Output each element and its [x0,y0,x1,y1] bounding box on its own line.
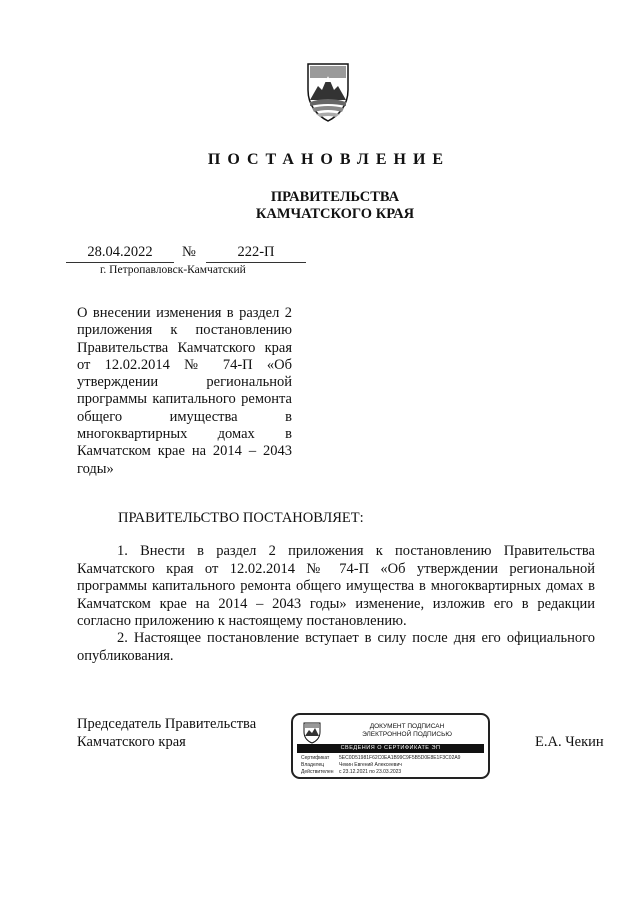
signatory-title-line-1: Председатель Правительства [77,716,257,732]
stamp-heading-1: ДОКУМЕНТ ПОДПИСАН [369,723,445,730]
stamp-validity-row [301,769,401,775]
stamp-owner-row [301,762,402,768]
stamp-owner-value: Чекин Евгений Алексеевич [339,762,402,768]
decree-paragraph-2: 2. Настоящее постановление вступает в силу после дня его официального опубликования. [77,630,595,664]
stamp-validity-label: Действителен [301,769,334,775]
issuer-line-2: КАМЧАТСКОГО КРАЯ [255,206,415,222]
stamp-emblem-icon [301,722,323,744]
stamp-certificate-bar: СВЕДЕНИЯ О СЕРТИФИКАТЕ ЭП [297,744,484,753]
date-underline [66,262,174,263]
document-date: 28.04.2022 [87,244,153,260]
number-underline [206,262,306,263]
document-subject: О внесении изменения в раздел 2 приложения к постановлению Правительства Камчатского края от 12.02.2014 № 74-П «Об утверждении региональной программы капитального ремонта общего имущества в многоквартирных домах в Камчатском крае на 2014 – 2043 годы» [77,305,292,477]
stamp-heading-2: ЭЛЕКТРОННОЙ ПОДПИСЬЮ [362,731,452,738]
signatory-name: Е.А. Чекин [535,734,604,750]
decree-intro: ПРАВИТЕЛЬСТВО ПОСТАНОВЛЯЕТ: [118,510,364,526]
document-type-title: ПОСТАНОВЛЕНИЕ [207,151,451,168]
number-sign: № [182,244,196,260]
stamp-owner-label: Владелец [301,762,325,768]
issue-city: г. Петропавловск-Камчатский [100,264,246,276]
stamp-certificate-label: Сертификат [301,755,330,761]
stamp-certificate-value: 5EC0D51981F62C0EA1B99C9F5B5D0E8E1F3C02A9 [339,755,461,761]
stamp-validity-value: с 23.12.2021 по 23.03.2023 [339,769,402,775]
document-number: 222-П [237,244,275,260]
stamp-certificate-row [301,755,460,761]
decree-paragraph-1: 1. Внести в раздел 2 приложения к постановлению Правительства Камчатского края от 12.02.2014 № 74-П «Об утверждении региональной программы капитального ремонта общего имущества в многоквартирных домах в Камчатском крае на 2014 – 2043 годы» изменение, изложив его в редакции согласно приложению к настоящему постановлению. [77,543,595,629]
issuer-line-1: ПРАВИТЕЛЬСТВА [270,189,400,205]
electronic-signature-stamp [291,713,490,779]
signatory-title-line-2: Камчатского края [77,734,186,750]
coat-of-arms-icon [296,60,360,124]
